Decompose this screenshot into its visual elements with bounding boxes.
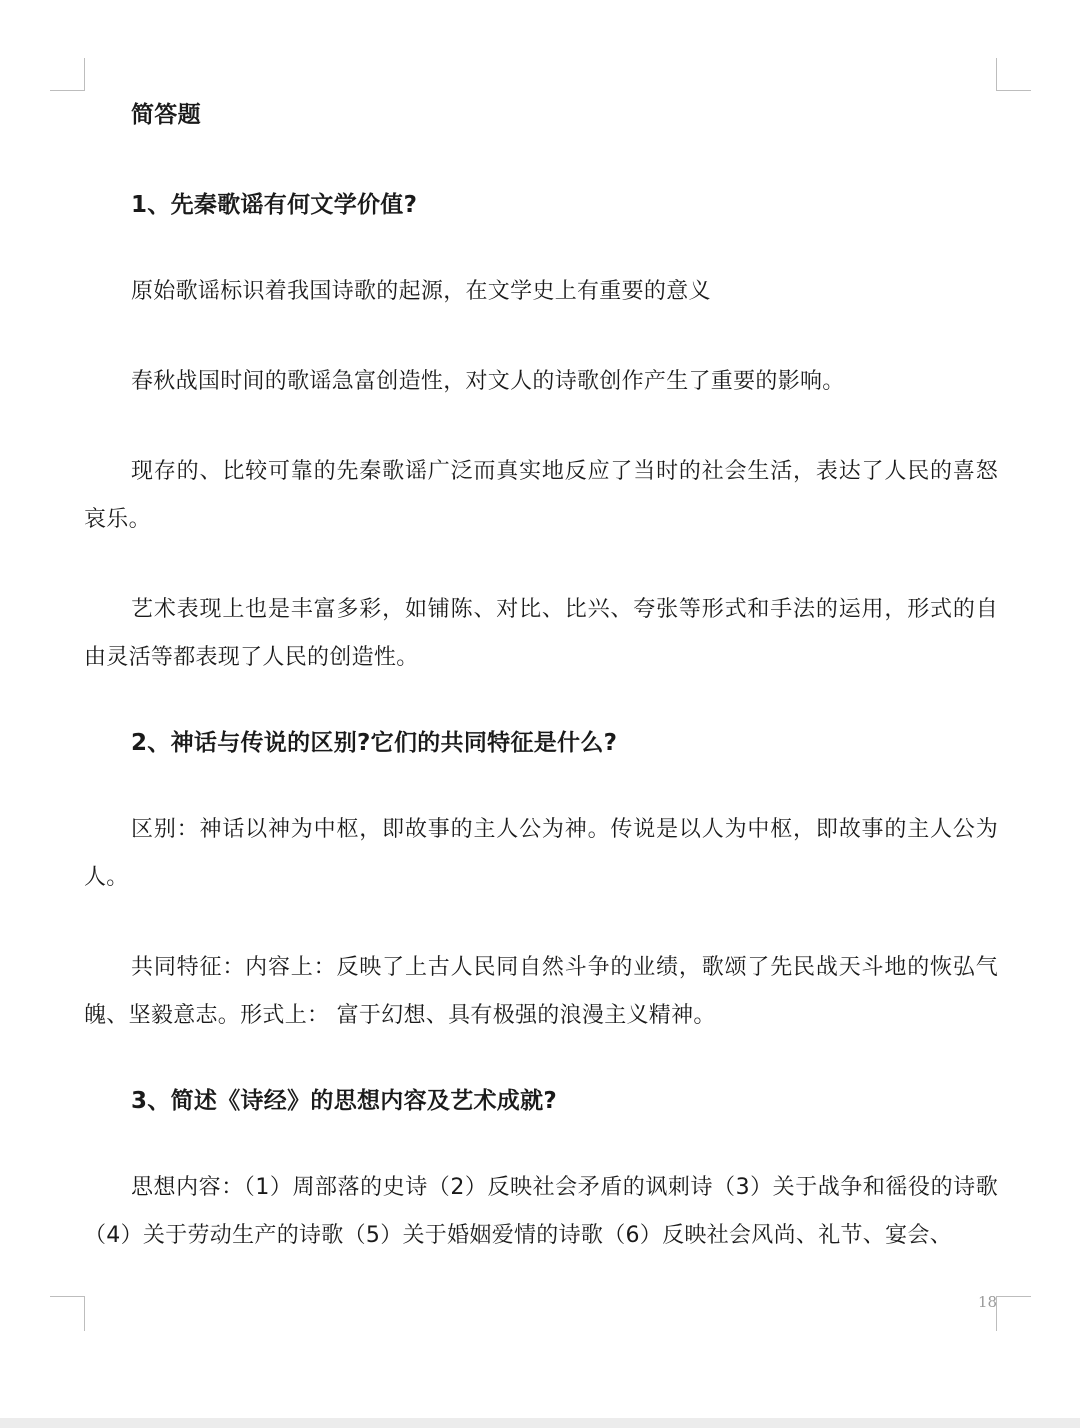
question-1-paragraph-2: 春秋战国时间的歌谣急富创造性，对文人的诗歌创作产生了重要的影响。 <box>131 369 845 394</box>
crop-mark-bottom-right <box>996 1296 1031 1331</box>
crop-mark-bottom-left <box>50 1296 85 1331</box>
question-1-title: 1、先秦歌谣有何文学价值? <box>131 192 418 218</box>
viewer-background-strip <box>0 1418 1080 1428</box>
question-2-paragraph-1: 区别：神话以神为中枢，即故事的主人公为神。传说是以人为中枢，即故事的主人公为人。 <box>84 817 998 890</box>
section-title: 简答题 <box>131 102 201 128</box>
question-1-paragraph-4: 艺术表现上也是丰富多彩，如铺陈、对比、比兴、夸张等形式和手法的运用，形式的自由灵活等都表现了人民的创造性。 <box>84 597 998 670</box>
question-3-paragraph-1: 思想内容：（1）周部落的史诗（2）反映社会矛盾的讽刺诗（3）关于战争和徭役的诗歌（4）关于劳动生产的诗歌（5）关于婚姻爱情的诗歌（6）反映社会风尚、礼节、宴会、 <box>84 1175 998 1248</box>
question-3-title: 3、简述《诗经》的思想内容及艺术成就? <box>131 1088 558 1114</box>
page-content <box>84 96 998 1260</box>
question-2-title: 2、神话与传说的区别?它们的共同特征是什么? <box>131 730 618 756</box>
question-1-paragraph-3: 现存的、比较可靠的先秦歌谣广泛而真实地反应了当时的社会生活，表达了人民的喜怒哀乐。 <box>84 459 998 532</box>
page-number: 18 <box>978 1293 998 1311</box>
crop-mark-top-right <box>996 58 1031 91</box>
question-2-paragraph-2: 共同特征：内容上：反映了上古人民同自然斗争的业绩，歌颂了先民战天斗地的恢弘气魄、坚毅意志。形式上： 富于幻想、具有极强的浪漫主义精神。 <box>84 955 998 1028</box>
crop-mark-top-left <box>50 58 85 91</box>
question-1-paragraph-1: 原始歌谣标识着我国诗歌的起源，在文学史上有重要的意义 <box>131 279 711 304</box>
